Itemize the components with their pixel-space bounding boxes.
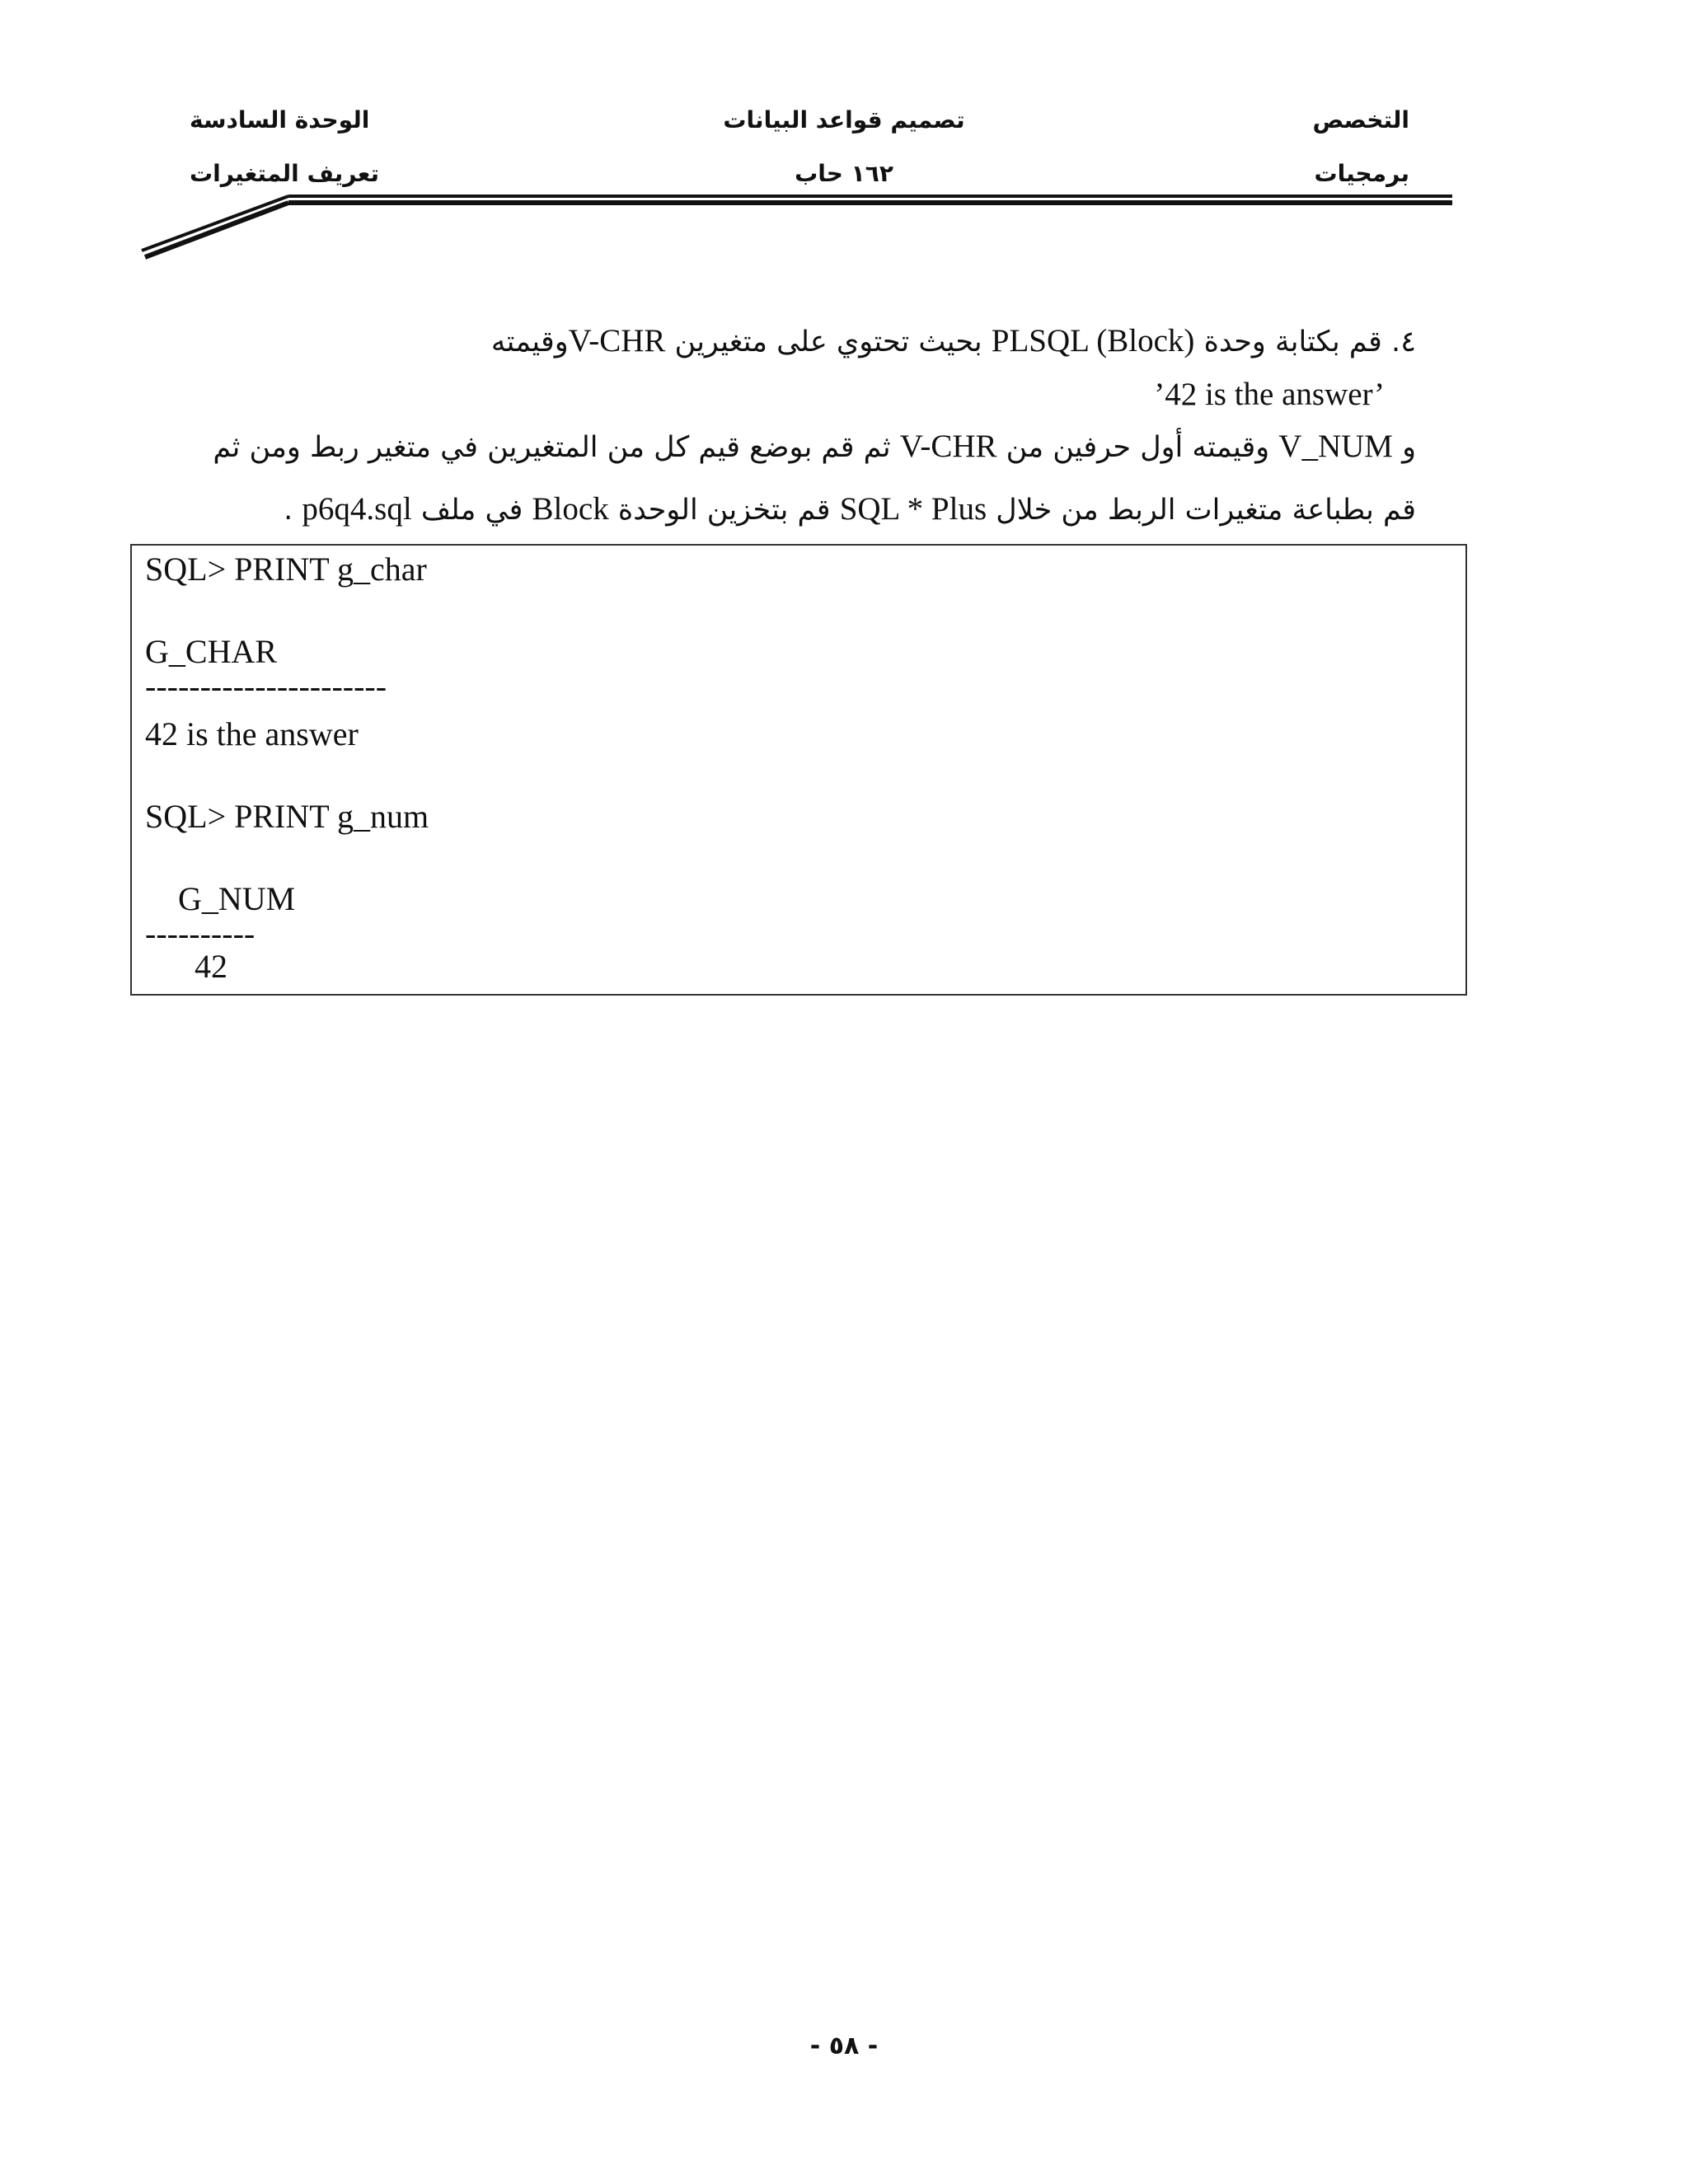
specialty-value: برمجيات xyxy=(1314,160,1409,187)
exercise-text: بحيث تحتوي على متغيرين xyxy=(674,326,982,359)
exercise-text: قم بطباعة متغيرات الربط من خلال xyxy=(996,494,1416,527)
sql-column-header: G_CHAR xyxy=(145,633,278,670)
sql-command: SQL> PRINT g_char xyxy=(145,551,427,588)
exercise-text: وقيمته أول حرفين من xyxy=(1006,431,1270,464)
exercise-text: في ملف xyxy=(420,494,523,527)
sql-command: SQL> PRINT g_num xyxy=(145,798,429,835)
code-term: SQL * Plus xyxy=(839,491,987,527)
code-term: V-CHR xyxy=(568,323,666,359)
exercise-line-4 xyxy=(284,491,1416,528)
header-divider xyxy=(0,0,1688,280)
exercise-line-1 xyxy=(491,323,1416,360)
specialty-label: التخصص xyxy=(1312,106,1409,134)
course-title: تصميم قواعد البيانات xyxy=(723,106,965,134)
exercise-text: وقيمته xyxy=(490,326,569,359)
code-term: V-CHR xyxy=(899,429,997,464)
code-term: PLSQL (Block) xyxy=(991,323,1195,359)
unit-title: تعريف المتغيرات xyxy=(190,160,380,187)
exercise-number: ٤. xyxy=(1391,326,1416,359)
code-term: Block xyxy=(532,491,609,527)
course-code: ١٦٢ حاب xyxy=(795,160,893,187)
sql-separator: ---------- xyxy=(145,915,256,952)
exercise-text: . xyxy=(284,494,293,527)
exercise-text: ثم قم بوضع قيم كل من المتغيرين في متغير ربط ومن ثم xyxy=(213,431,891,464)
exercise-line-2: ’42 is the answer’ xyxy=(1154,377,1385,412)
code-term: V_NUM xyxy=(1278,429,1393,464)
code-term: p6q4.sql xyxy=(302,491,412,527)
unit-label: الوحدة السادسة xyxy=(190,106,370,134)
sql-value: 42 is the answer xyxy=(145,715,359,752)
exercise-text: قم بتخزين الوحدة xyxy=(617,494,831,527)
exercise-text: قم بكتابة وحدة xyxy=(1203,326,1382,359)
exercise-text: و xyxy=(1402,431,1416,464)
sql-output-box xyxy=(130,544,1467,996)
sql-column-header: G_NUM xyxy=(145,880,296,917)
page-number: - ٥٨ - xyxy=(809,2032,879,2060)
exercise-line-3 xyxy=(213,429,1416,466)
sql-value: 42 xyxy=(145,948,227,985)
sql-separator: ---------------------- xyxy=(145,668,387,705)
